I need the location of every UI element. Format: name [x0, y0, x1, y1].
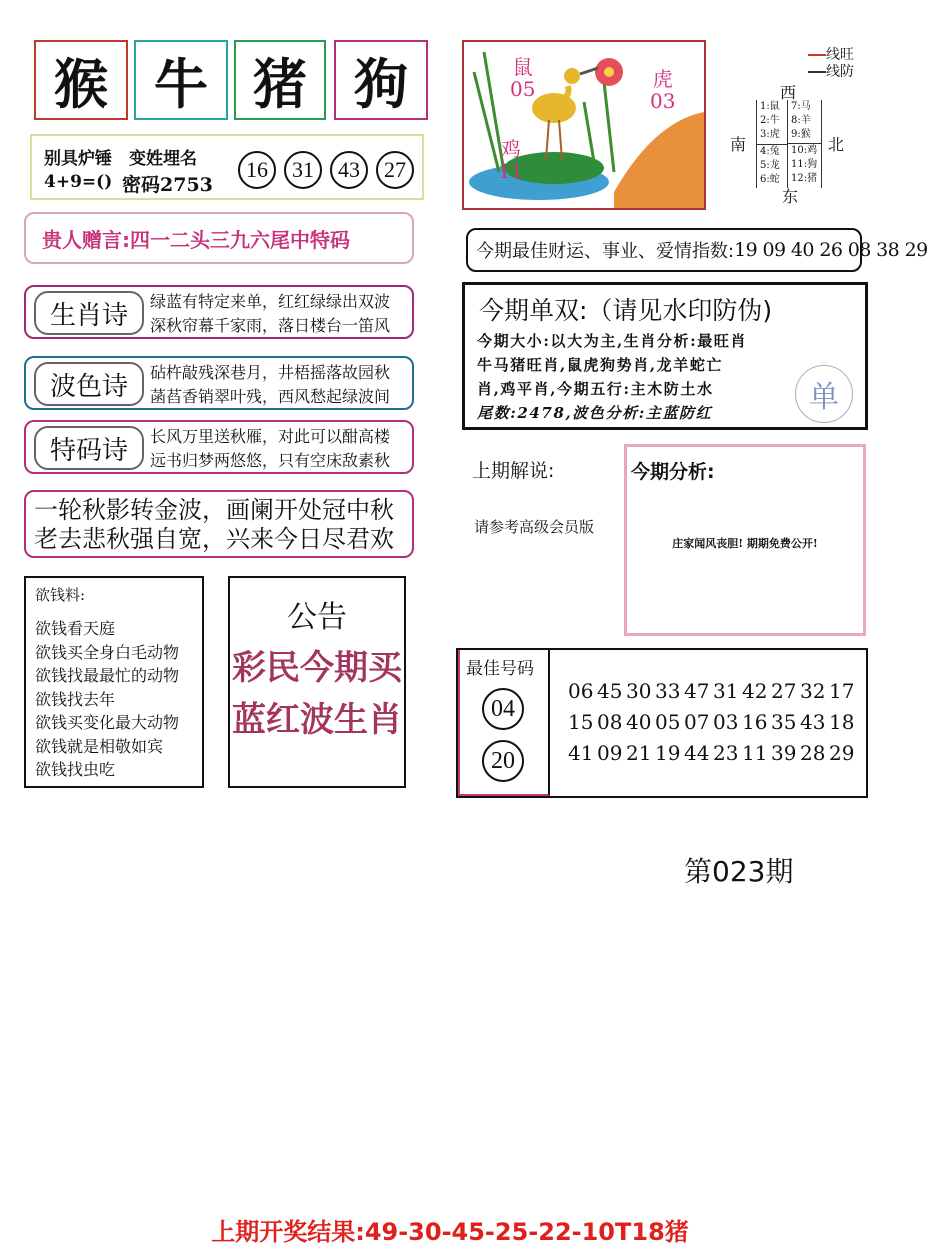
zodiac-box [334, 40, 428, 120]
riddle-box [30, 134, 424, 200]
poem-tag: 生肖诗 [34, 291, 144, 335]
number-cell: 41 [568, 741, 594, 765]
legend-red-line-icon [808, 54, 826, 56]
riddle-code: 密码2753 [122, 174, 213, 196]
picture-box [462, 40, 706, 210]
number-cell: 08 [597, 710, 623, 734]
zodiac-compass [728, 80, 850, 204]
number-cell: 11 [742, 741, 768, 765]
compass-entry: 6:蛇 [760, 174, 780, 185]
number-cell: 32 [800, 679, 826, 703]
fortune-label: 今期最佳财运、事业、爱情指数: [476, 241, 735, 262]
number-circle: 27 [376, 151, 414, 189]
label-num: 05 [510, 77, 536, 101]
notice-line: 蓝红波生肖 [232, 700, 402, 740]
big-poem-line: 老去悲秋强自宽，兴来今日尽君欢 [34, 525, 394, 553]
best-pick-circle: 20 [482, 740, 524, 782]
number-cell: 45 [597, 679, 623, 703]
number-cell: 30 [626, 679, 652, 703]
best-pick-circle: 04 [482, 688, 524, 730]
number-grid [568, 676, 858, 769]
number-cell: 39 [771, 741, 797, 765]
number-cell: 21 [626, 741, 652, 765]
single-double-title: 今期单双:（请见水印防伪) [479, 296, 773, 325]
legend-label: 线旺 [826, 47, 854, 63]
picture-label [650, 68, 675, 112]
big-poem-box [24, 490, 414, 558]
compass-entry: 8:羊 [791, 115, 811, 126]
poem-tag: 波色诗 [34, 362, 144, 406]
big-poem-line: 一轮秋影转金波，画阑开处冠中秋 [34, 496, 394, 524]
number-cell: 06 [568, 679, 594, 703]
label-num: 11 [498, 159, 524, 183]
number-cell: 29 [829, 741, 855, 765]
poem-box-shengxiao [24, 285, 414, 339]
number-cell: 19 [655, 741, 681, 765]
riddle-item: 欲钱找虫吃 [35, 760, 116, 779]
number-row [568, 738, 858, 769]
number-cell: 44 [684, 741, 710, 765]
poem-line: 长风万里送秋雁，对此可以酣高楼 [150, 427, 391, 446]
number-row [568, 707, 858, 738]
riddle-item: 欲钱买全身白毛动物 [35, 642, 180, 662]
picture-label [498, 138, 523, 182]
riddle-item: 欲钱找去年 [35, 689, 116, 709]
single-double-box [462, 282, 868, 430]
number-cell: 27 [771, 679, 797, 703]
number-cell: 33 [655, 679, 681, 703]
fortune-numbers: 19 09 40 26 08 38 29 [734, 239, 928, 261]
number-cell: 35 [771, 710, 797, 734]
poem-line: 远书归梦两悠悠，只有空床敌素秋 [150, 451, 391, 470]
poem-line: 绿蓝有特定来单，红红绿绿出双波 [150, 292, 391, 311]
zodiac-box [34, 40, 128, 120]
zodiac-char: 狗 [354, 52, 408, 116]
analysis-box [624, 444, 866, 636]
issue-number: 第023期 [684, 855, 794, 888]
zodiac-char: 猴 [54, 52, 108, 116]
number-cell: 28 [800, 741, 826, 765]
label-num: 03 [650, 89, 676, 113]
poem-line: 菡萏香销翠叶残，西风愁起绿波间 [150, 387, 391, 406]
label-char: 鸡 [500, 137, 521, 161]
best-numbers-box [456, 648, 868, 798]
poem-text [150, 425, 390, 473]
riddle-item: 欲钱看天庭 [35, 619, 116, 638]
riddle-equation: 4+9=() [44, 172, 113, 192]
poem-line: 深秋帘幕千家雨，落日楼台一笛风 [150, 316, 391, 335]
compass-entry: 3:虎 [760, 129, 780, 140]
poem-line: 砧杵敲残深巷月，井梧摇落故园秋 [150, 363, 391, 382]
compass-cell [788, 144, 822, 188]
fortune-box [466, 228, 928, 272]
poem-box-tema [24, 420, 414, 474]
number-cell: 31 [713, 679, 739, 703]
compass-entry: 9:猴 [791, 129, 811, 140]
riddle-item: 欲钱就是相敬如宾 [35, 736, 164, 756]
number-circle: 16 [238, 151, 276, 189]
last-explain-text: 请参考高级会员版 [474, 518, 595, 536]
gift-words-box [24, 212, 414, 264]
number-cell: 07 [684, 710, 710, 734]
poem-box-bose [24, 356, 414, 410]
riddle-item: 欲钱找最最忙的动物 [35, 666, 180, 685]
notice-box [228, 576, 406, 788]
compass-entry: 11:狗 [791, 159, 818, 170]
number-cell: 05 [655, 710, 681, 734]
zodiac-box [234, 40, 326, 120]
compass-entry: 7:马 [791, 101, 811, 112]
compass-entry: 2:牛 [760, 115, 780, 126]
zodiac-box [134, 40, 228, 120]
watermark-stamp: 单 [795, 365, 853, 423]
label-char: 虎 [652, 67, 673, 91]
analysis-title: 今期分析: [631, 461, 715, 483]
poem-text [150, 290, 390, 338]
analysis-line: 牛马猪旺肖,鼠虎狗势肖,龙羊蛇亡 [477, 356, 724, 374]
number-cell: 43 [800, 710, 826, 734]
number-circle: 31 [284, 151, 322, 189]
compass-entry: 12:猪 [791, 173, 818, 184]
number-cell: 16 [742, 710, 768, 734]
compass-south: 南 [730, 135, 747, 154]
number-cell: 18 [829, 710, 855, 734]
number-cell: 23 [713, 741, 739, 765]
number-cell: 03 [713, 710, 739, 734]
number-cell: 40 [626, 710, 652, 734]
last-result: 上期开奖结果:49-30-45-25-22-10T18猪 [211, 1218, 689, 1246]
gift-words: 贵人赠言:四一二头三九六尾中特码 [42, 227, 350, 252]
number-circle: 43 [330, 151, 368, 189]
poem-tag: 特码诗 [34, 426, 144, 470]
analysis-line: 肖,鸡平肖,今期五行:主木防土水 [477, 380, 714, 398]
number-cell: 47 [684, 679, 710, 703]
notice-title: 公告 [287, 600, 347, 635]
compass-west: 西 [780, 83, 797, 102]
notice-line: 彩民今期买 [232, 648, 402, 688]
compass-entry: 4:兔 [760, 146, 780, 157]
riddle-numbers [238, 151, 422, 189]
analysis-line: 今期大小:以大为主,生肖分析:最旺肖 [477, 332, 748, 350]
compass-entry: 1:鼠 [760, 101, 780, 112]
number-cell: 15 [568, 710, 594, 734]
compass-cell [756, 144, 788, 188]
riddle-line: 别具炉锤 变姓埋名 [44, 149, 197, 169]
compass-entry: 5:龙 [760, 160, 780, 171]
number-cell: 17 [829, 679, 855, 703]
number-row [568, 676, 858, 707]
riddles-title: 欲钱料: [35, 586, 86, 604]
analysis-text: 庄家闻风丧胆! 期期免费公开! [672, 537, 818, 550]
number-cell: 09 [597, 741, 623, 765]
legend-label: 线防 [826, 64, 854, 80]
last-explain-title: 上期解说: [472, 460, 555, 482]
zodiac-char: 牛 [154, 52, 208, 116]
riddles-box [24, 576, 204, 788]
compass-north: 北 [828, 135, 845, 154]
compass-cell [788, 100, 822, 144]
best-numbers-label: 最佳号码 [466, 659, 534, 679]
zodiac-char: 猪 [253, 52, 307, 116]
compass-cell [756, 100, 788, 144]
legend-black-line-icon [808, 71, 826, 73]
number-cell: 42 [742, 679, 768, 703]
compass-east: 东 [782, 187, 799, 206]
riddle-item: 欲钱买变化最大动物 [35, 713, 180, 732]
picture-label [510, 56, 535, 100]
analysis-line: 尾数:2478,波色分析:主蓝防红 [477, 404, 713, 422]
line-legend [808, 47, 854, 81]
poem-text [150, 361, 390, 409]
label-char: 鼠 [512, 55, 533, 79]
compass-entry: 10:鸡 [791, 145, 818, 156]
